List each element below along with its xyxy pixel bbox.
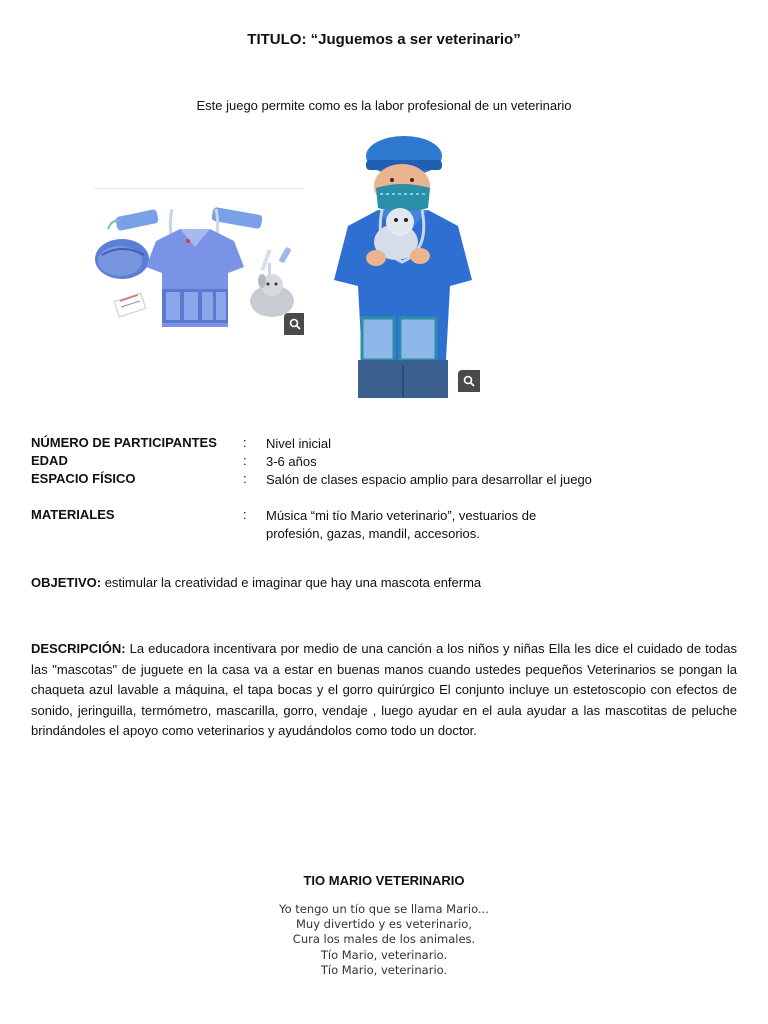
song-line: Muy divertido y es veterinario,	[296, 917, 472, 932]
objective-paragraph	[31, 575, 481, 590]
song-line: Tío Mario, veterinario.	[320, 962, 448, 977]
costume-set-illustration	[94, 189, 304, 339]
info-colon: :	[243, 471, 247, 486]
song-line: Tío Mario, veterinario.	[320, 947, 448, 962]
song-line: Cura los males de los animales.	[292, 932, 476, 947]
child-costume-image	[322, 130, 480, 398]
info-colon: :	[243, 453, 247, 468]
document-subtitle: Este juego permite como es la labor profesional de un veterinario	[196, 98, 572, 113]
objective-label: OBJETIVO:	[31, 575, 102, 590]
info-colon: :	[243, 507, 247, 522]
info-value: 3-6 años	[266, 454, 317, 469]
info-label: MATERIALES	[31, 507, 115, 522]
zoom-icon[interactable]	[284, 313, 304, 335]
costume-set-image	[94, 188, 304, 339]
info-value: Música “mi tío Mario veterinario”, vestuarios de profesión, gazas, mandil, accesorios.	[266, 508, 537, 541]
zoom-icon[interactable]	[458, 370, 480, 392]
info-label: EDAD	[31, 453, 68, 468]
info-value: Nivel inicial	[266, 436, 332, 451]
info-value: Salón de clases espacio amplio para desarrollar el juego	[266, 472, 592, 487]
song-lyrics	[0, 902, 768, 978]
child-costume-illustration	[322, 130, 480, 398]
objective-text: estimular la creatividad e imaginar que hay una mascota enferma	[101, 575, 482, 590]
document-title: TITULO: “Juguemos a ser veterinario”	[247, 31, 521, 48]
song-title: TIO MARIO VETERINARIO	[303, 873, 465, 888]
info-label: NÚMERO DE PARTICIPANTES	[31, 435, 217, 450]
song-line: Yo tengo un tío que se llama Mario...	[279, 902, 489, 916]
info-label: ESPACIO FÍSICO	[31, 471, 136, 486]
description-label: DESCRIPCIÓN:	[31, 641, 126, 656]
info-colon: :	[243, 435, 247, 450]
description-text: La educadora incentivara por medio de una canción a los niños y niñas Ella les dice el cuidado de todas las "mascotas" de juguete en la casa va a estar en buenas manos cuando ustedes pequeños Veterinarios se pongan la chaqueta azul lavable a máquina, el tapa bocas y el gorro quirúrgico El conjunto incluye un estetoscopio con efectos de sonido, jeringuilla, termómetro, mascarilla, gorro, vendaje , luego ayudar en el aula ayudar a las mascotitas de peluche brindándoles el apoyo como veterinarios y ayudándolos como todo un doctor.	[31, 641, 737, 738]
description-paragraph	[31, 639, 737, 742]
